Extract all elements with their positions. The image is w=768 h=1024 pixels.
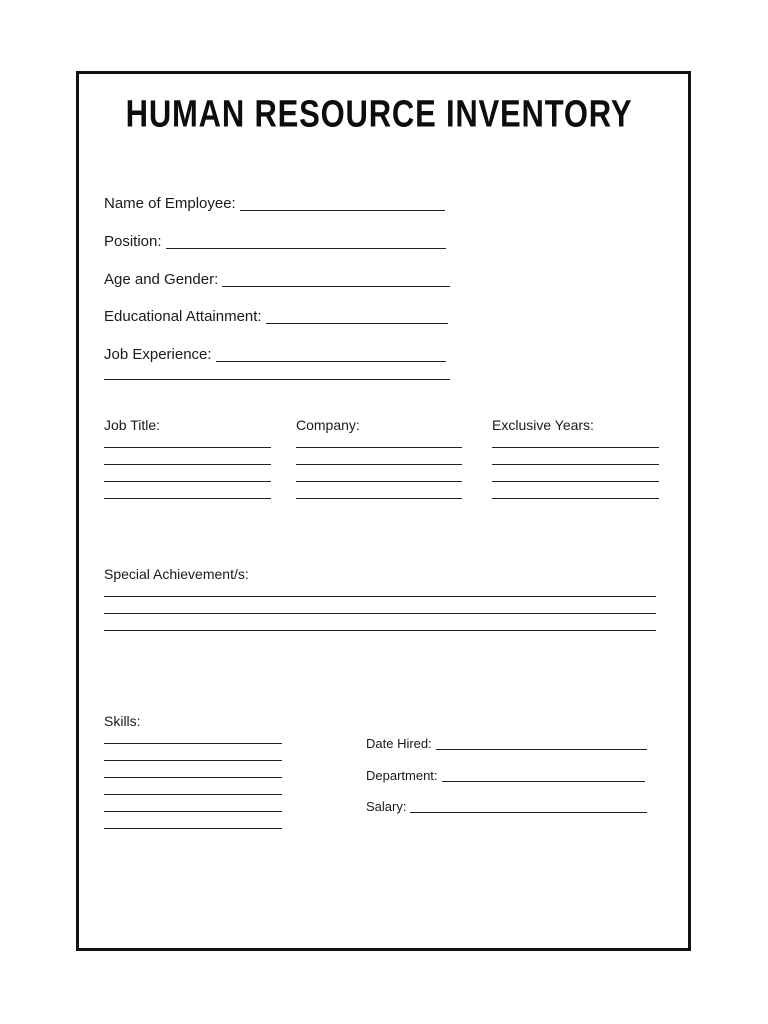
skills-section xyxy=(104,712,282,832)
position-label: Position: xyxy=(104,233,162,250)
department-blank xyxy=(442,781,645,782)
skills-label: Skills: xyxy=(104,713,141,729)
employee-name-blank xyxy=(240,210,445,211)
job-experience-blank xyxy=(216,361,446,362)
job-title-blank-line xyxy=(104,498,271,499)
company-blank-line xyxy=(296,481,462,482)
age-gender-blank xyxy=(222,286,450,287)
educational-attainment-label: Educational Attainment: xyxy=(104,308,262,325)
exclusive-years-blank-line xyxy=(492,481,659,482)
job-title-blank-line xyxy=(104,447,271,448)
job-experience-blank-line-2 xyxy=(104,379,450,380)
employee-name-label: Name of Employee: xyxy=(104,195,236,212)
salary-label: Salary: xyxy=(366,799,407,814)
department-label: Department: xyxy=(366,768,438,783)
skills-blank-line xyxy=(104,828,282,829)
date-hired-label: Date Hired: xyxy=(366,736,432,751)
educational-attainment-blank xyxy=(266,323,448,324)
department-field xyxy=(366,767,645,785)
educational-attainment-field xyxy=(104,307,448,327)
company-label: Company: xyxy=(296,417,360,433)
exclusive-years-column xyxy=(492,416,659,506)
age-gender-label: Age and Gender: xyxy=(104,271,219,288)
employee-name-field xyxy=(104,194,445,214)
salary-field xyxy=(366,798,647,816)
skills-blank-line xyxy=(104,794,282,795)
job-title-blank-line xyxy=(104,464,271,465)
age-gender-field xyxy=(104,270,450,290)
position-field xyxy=(104,232,446,252)
company-blank-line xyxy=(296,447,462,448)
salary-blank xyxy=(410,812,647,813)
exclusive-years-label: Exclusive Years: xyxy=(492,417,594,433)
date-hired-blank xyxy=(436,749,647,750)
special-achievements-blank-line xyxy=(104,613,656,614)
special-achievements-section xyxy=(104,565,656,635)
job-experience-field xyxy=(104,345,446,365)
special-achievements-blank-line xyxy=(104,630,656,631)
job-experience-label: Job Experience: xyxy=(104,346,212,363)
job-title-blank-line xyxy=(104,481,271,482)
date-hired-field xyxy=(366,735,647,753)
job-title-column xyxy=(104,416,271,506)
company-blank-line xyxy=(296,464,462,465)
skills-blank-line xyxy=(104,760,282,761)
skills-blank-line xyxy=(104,743,282,744)
company-column xyxy=(296,416,462,506)
special-achievements-blank-line xyxy=(104,596,656,597)
exclusive-years-blank-line xyxy=(492,464,659,465)
company-blank-line xyxy=(296,498,462,499)
exclusive-years-blank-line xyxy=(492,498,659,499)
special-achievements-label: Special Achievement/s: xyxy=(104,566,249,582)
skills-blank-line xyxy=(104,811,282,812)
page-title: HUMAN RESOURCE INVENTORY xyxy=(125,92,633,135)
skills-blank-line xyxy=(104,777,282,778)
exclusive-years-blank-line xyxy=(492,447,659,448)
position-blank xyxy=(166,248,446,249)
job-title-label: Job Title: xyxy=(104,417,161,433)
